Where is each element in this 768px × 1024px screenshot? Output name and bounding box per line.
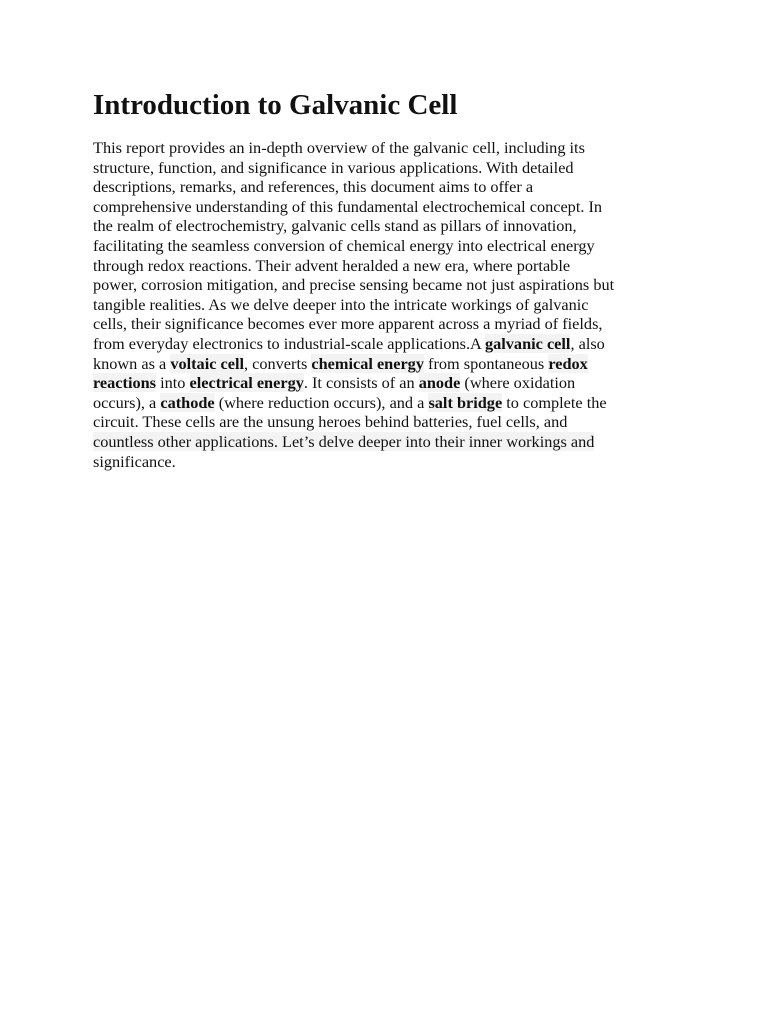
bold-term: cathode <box>160 392 215 412</box>
text-line <box>93 256 683 276</box>
text-line <box>93 314 683 334</box>
text-segment: , also <box>570 333 605 353</box>
text-segment: , converts <box>244 353 312 373</box>
text-line <box>93 452 683 472</box>
text-segment: power, corrosion mitigation, and precise sensing became not just aspirations but <box>93 275 615 295</box>
text-line <box>93 432 683 452</box>
text-line <box>93 354 683 374</box>
text-segment: tangible realities. As we delve deeper into the intricate workings of galvanic <box>93 294 589 314</box>
bold-term: reactions <box>93 373 157 393</box>
text-segment: occurs), a <box>93 392 161 412</box>
text-segment: descriptions, remarks, and references, this document aims to offer a <box>93 177 534 197</box>
text-segment: the realm of electrochemistry, galvanic cells stand as pillars of innovation, <box>93 216 577 236</box>
text-line <box>93 295 683 315</box>
text-line <box>93 197 683 217</box>
text-segment: from spontaneous <box>423 353 549 373</box>
text-segment: facilitating the seamless conversion of chemical energy into electrical energy <box>93 235 595 255</box>
text-segment: This report provides an in-depth overview of the galvanic cell, including its <box>93 138 585 157</box>
bold-term: voltaic cell <box>170 353 245 373</box>
bold-term: electrical energy <box>189 373 304 393</box>
text-line <box>93 373 683 393</box>
text-segment: comprehensive understanding of this fundamental electrochemical concept. In <box>93 196 603 216</box>
text-line <box>93 177 683 197</box>
text-line <box>93 393 683 413</box>
text-segment: (where reduction occurs), and a <box>214 392 429 412</box>
text-segment: (where oxidation <box>460 373 576 393</box>
text-line <box>93 158 683 178</box>
bold-term: galvanic cell <box>484 333 571 353</box>
text-segment: into <box>156 373 190 393</box>
bold-term: salt bridge <box>428 392 503 412</box>
text-line <box>93 216 683 236</box>
body-paragraph <box>93 138 683 471</box>
text-segment: significance. <box>93 451 176 471</box>
text-line <box>93 334 683 354</box>
bold-term: redox <box>548 353 588 373</box>
text-segment: known as a <box>93 353 171 373</box>
page-title: Introduction to Galvanic Cell <box>93 89 458 121</box>
text-segment: cells, their significance becomes ever more apparent across a myriad of fields, <box>93 314 603 334</box>
text-segment: . It consists of an <box>303 373 419 393</box>
text-line <box>93 138 683 158</box>
text-line <box>93 236 683 256</box>
bold-term: anode <box>418 373 461 393</box>
text-line <box>93 275 683 295</box>
text-segment: circuit. These cells are the unsung heroes behind batteries, fuel cells, and <box>93 412 568 432</box>
bold-term: chemical energy <box>311 353 424 373</box>
text-line <box>93 412 683 432</box>
text-segment: structure, function, and significance in various applications. With detailed <box>93 157 574 177</box>
text-segment: from everyday electronics to industrial-scale applications.A <box>93 333 485 353</box>
text-segment: to complete the <box>502 392 607 412</box>
text-segment: through redox reactions. Their advent heralded a new era, where portable <box>93 255 571 275</box>
text-segment: countless other applications. Let’s delve deeper into their inner workings and <box>93 431 595 451</box>
